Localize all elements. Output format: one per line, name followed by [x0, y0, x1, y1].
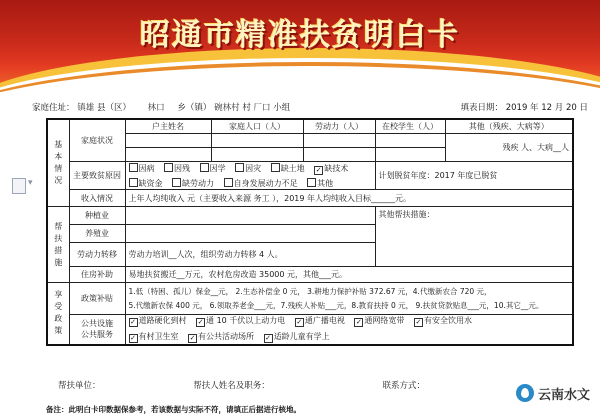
facility-water[interactable]: ✓ 有安全饮用水 — [414, 315, 472, 327]
township-suffix: 乡（镇） — [177, 103, 212, 113]
section-basic: 基 本 情 况 — [47, 119, 69, 207]
poverty-card-table — [46, 118, 574, 346]
labor-transfer-text: 劳动力培训__人次，组织劳动力转移 4 人。 — [125, 243, 375, 267]
cause-labor[interactable]: 缺劳动力 — [172, 178, 214, 189]
watermark — [516, 381, 590, 405]
special-cell[interactable]: 残疾 人、大病__人 — [445, 134, 573, 162]
section-policy: 享 受 政 策 — [47, 283, 69, 345]
checkbox-icon — [307, 178, 316, 187]
col-family-size: 家庭人口（人） — [211, 119, 303, 134]
housing-label: 住房补助 — [69, 267, 125, 283]
facility-activity-venue[interactable]: ✓ 有公共活动场所 — [188, 331, 254, 343]
cause-other[interactable]: 其他 — [307, 178, 333, 189]
checkbox-icon — [129, 178, 138, 187]
aid-unit-label: 帮扶单位： — [58, 381, 101, 391]
checkbox-icon — [172, 178, 181, 187]
checkbox-checked-icon — [295, 318, 304, 327]
checkbox-checked-icon — [264, 334, 273, 343]
note: 备注：此明白卡印数据保参考，若该数据与实际不符，请填正后据进行核地。 — [46, 405, 301, 414]
county-suffix: 县（区） — [96, 103, 131, 113]
facilities-label: 公共设施 公共服务 — [69, 315, 125, 345]
breeding-label: 养殖业 — [69, 225, 125, 243]
checkbox-checked-icon — [314, 166, 323, 175]
family-size-cell-2[interactable] — [211, 148, 303, 162]
checkbox-checked-icon — [188, 334, 197, 343]
cause-illness[interactable]: 因病 — [129, 163, 155, 174]
planting-cell[interactable] — [125, 207, 375, 225]
housing-text: 易地扶贫搬迁__万元，农村危房改造 35000 元，其他___元。 — [125, 267, 573, 283]
plan-year: 计划脱贫年度：2017 年度已脱贫 — [375, 162, 573, 190]
labor-transfer-label: 劳动力转移 — [69, 243, 125, 267]
head-name-cell-2[interactable] — [125, 148, 211, 162]
col-special: 其他（残疾、大病等） — [445, 119, 573, 134]
checkbox-checked-icon — [129, 318, 138, 327]
document-icon[interactable] — [12, 178, 26, 194]
watermark-text: 云南水文 — [537, 387, 590, 403]
facility-broadcast[interactable]: ✓ 通广播电视 — [295, 315, 345, 327]
subsidy-label: 政策补贴 — [69, 283, 125, 315]
facility-broadband[interactable]: ✓ 通网络宽带 — [354, 315, 404, 327]
col-head-name: 户主姓名 — [125, 119, 211, 134]
date-value: 2019 年 12 月 20 日 — [505, 103, 588, 113]
students-cell-2[interactable] — [375, 148, 445, 162]
cause-disaster[interactable]: 因灾 — [235, 163, 261, 174]
address-label: 家庭住址： — [32, 103, 75, 113]
facility-power[interactable]: ✓ 通 10 千伏以上动力电 — [196, 315, 285, 327]
facility-school[interactable]: ✓ 适龄儿童有学上 — [264, 331, 330, 343]
labor-cell[interactable] — [303, 134, 375, 148]
poverty-cause-label: 主要致贫原因 — [69, 162, 125, 190]
date-block — [461, 100, 589, 116]
col-labor: 劳动力（人） — [303, 119, 375, 134]
breeding-cell[interactable] — [125, 225, 375, 243]
address-line — [32, 100, 588, 116]
head-name-cell[interactable] — [125, 134, 211, 148]
group-suffix: 小组 — [273, 103, 291, 113]
checkbox-icon — [271, 163, 280, 172]
subsidy-line-2: 5.代缴新农保 400 元， 6.领取养老金___元，7.残疾人补贴___元，8.教育扶持 0 元， 9.扶贫贷款贴息___元，10.其它__元。 — [128, 301, 544, 310]
subsidy-line-1: 1.低（特困、孤儿）保金__元， 2.生态补偿金 0 元， 3.耕地力保护补贴 372.67 元，4.代缴新农合 720 元， — [128, 287, 492, 296]
township-value: 林口 — [147, 103, 165, 113]
water-drop-icon — [516, 384, 534, 402]
contact-label: 联系方式： — [382, 381, 425, 391]
footer-line — [58, 379, 558, 391]
checkbox-checked-icon — [129, 334, 138, 343]
checkbox-checked-icon — [196, 318, 205, 327]
checkbox-checked-icon — [414, 318, 423, 327]
checkbox-icon — [200, 163, 209, 172]
family-size-cell[interactable] — [211, 134, 303, 148]
poverty-cause-options — [125, 162, 375, 190]
facility-road[interactable]: ✓道路硬化到村 — [129, 315, 187, 327]
checkbox-icon — [224, 178, 233, 187]
checkbox-icon — [164, 163, 173, 172]
checkbox-icon — [235, 163, 244, 172]
planting-label: 种植业 — [69, 207, 125, 225]
col-students: 在校学生（人） — [375, 119, 445, 134]
income-label: 收入情况 — [69, 190, 125, 207]
cause-education[interactable]: 因学 — [200, 163, 226, 174]
labor-cell-2[interactable] — [303, 148, 375, 162]
checkbox-icon — [129, 163, 138, 172]
aid-person-label: 帮扶人姓名及职务： — [193, 381, 270, 391]
village-value: 碗林村 — [214, 103, 240, 113]
group-value: 厂口 — [253, 103, 271, 113]
family-status-label: 家庭状况 — [69, 119, 125, 162]
students-cell[interactable] — [375, 134, 445, 148]
village-suffix: 村 — [242, 103, 251, 113]
facility-clinic[interactable]: ✓有村卫生室 — [129, 331, 179, 343]
cause-disability[interactable]: 因残 — [164, 163, 190, 174]
card-title: 昭通市精准扶贫明白卡 — [140, 18, 460, 53]
facilities-options — [125, 315, 573, 345]
checkbox-checked-icon — [354, 318, 363, 327]
banner — [0, 0, 600, 92]
date-label: 填表日期： — [460, 103, 504, 113]
cause-motivation[interactable]: 自身发展动力不足 — [224, 178, 298, 189]
other-measures: 其他帮扶措施： — [375, 207, 573, 267]
subsidy-text — [125, 283, 573, 315]
section-measures: 帮 扶 措 施 — [47, 207, 69, 283]
cause-funds[interactable]: 缺资金 — [129, 178, 163, 189]
income-text: 上年人均纯收入 元（主要收入来源 务工 ），2019 年人均纯收入目标______元。 — [125, 190, 573, 207]
county-value: 镇雄 — [77, 103, 95, 113]
cause-land[interactable]: 缺土地 — [271, 163, 305, 174]
cause-technology[interactable]: ✓ 缺技术 — [314, 163, 348, 175]
